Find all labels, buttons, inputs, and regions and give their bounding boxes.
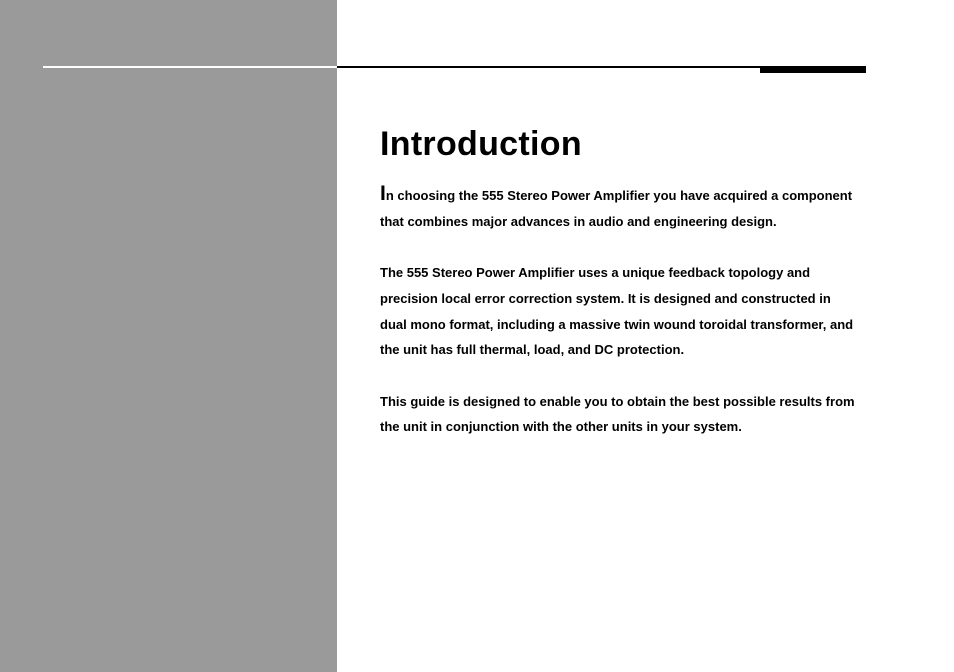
intro-paragraph-text: n choosing the 555 Stereo Power Amplifier you have acquired a component that combines major advances in audio and engineering design. xyxy=(380,188,853,229)
intro-paragraph xyxy=(380,183,860,234)
header-rule-accent-block xyxy=(760,66,866,73)
content-column xyxy=(380,120,860,440)
header-rule-white xyxy=(43,66,337,68)
left-gray-panel xyxy=(0,0,337,672)
page-title: Introduction xyxy=(380,125,582,163)
paragraph-guide: This guide is designed to enable you to obtain the best possible results from the unit in conjunction with the other units in your system. xyxy=(380,393,855,435)
drop-cap: I xyxy=(380,182,386,205)
paragraph-topology: The 555 Stereo Power Amplifier uses a unique feedback topology and precision local error correction system. It is designed and constructed in dual mono format, including a massive twin wound toroidal transformer, and the unit has full thermal, load, and DC protection. xyxy=(380,265,854,358)
